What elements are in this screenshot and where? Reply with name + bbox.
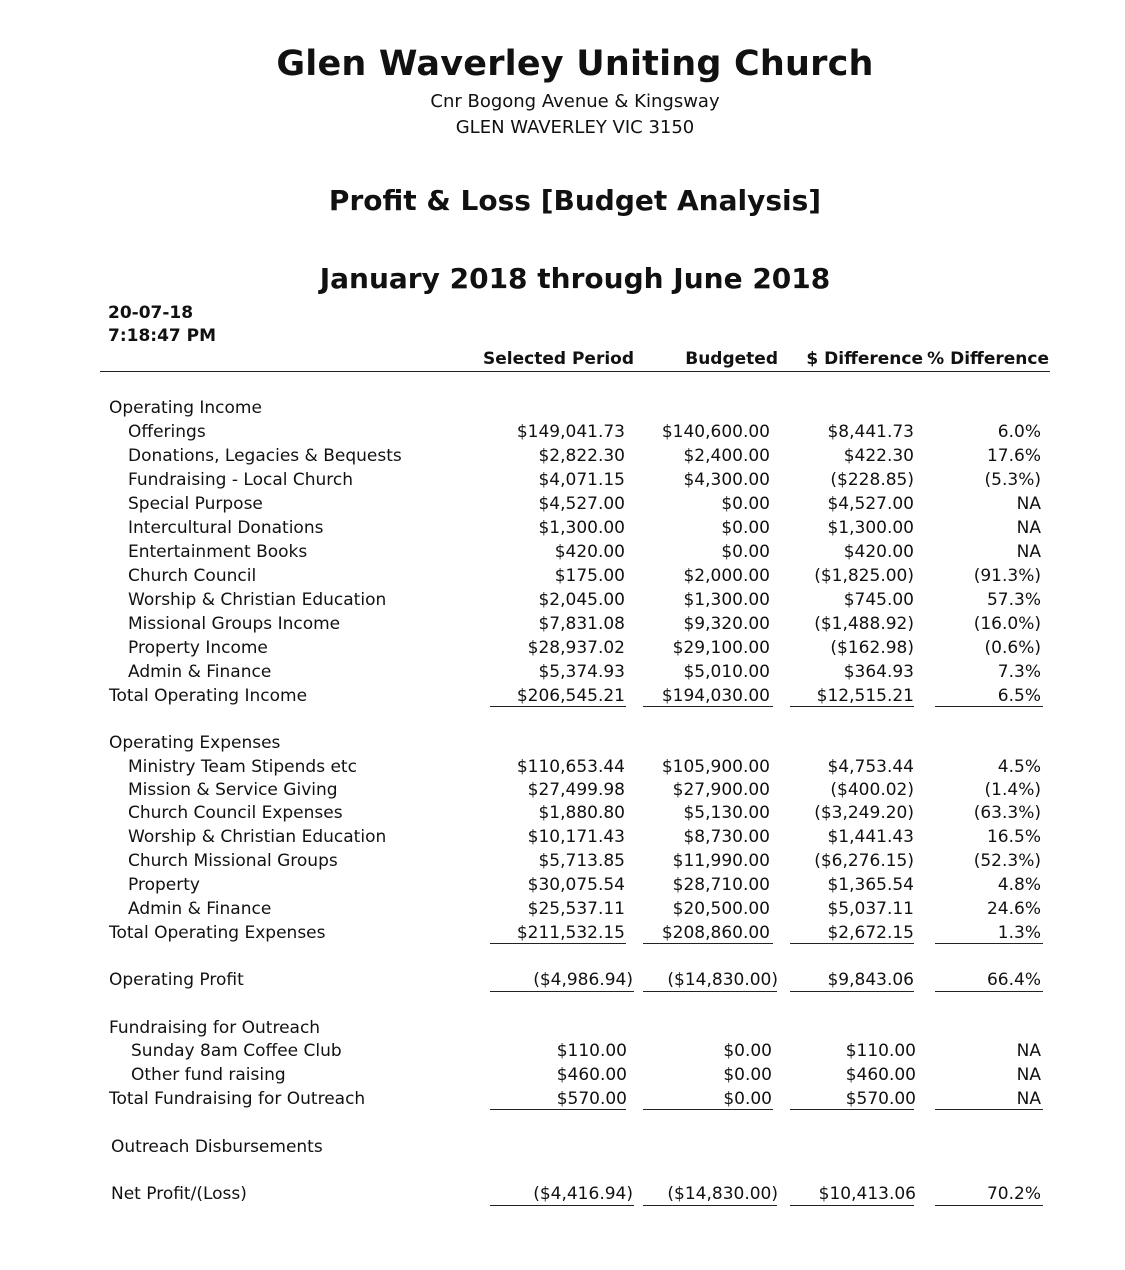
- budgeted-value: $0.00: [721, 518, 770, 538]
- table-row: [0, 875, 1125, 899]
- dollar-difference-value: ($1,488.92): [814, 614, 914, 634]
- address-line-2: GLEN WAVERLEY VIC 3150: [455, 117, 695, 138]
- dollar-difference-value: ($1,825.00): [814, 566, 914, 586]
- dollar-difference-value: ($162.98): [830, 638, 914, 658]
- total-underline: [490, 991, 634, 992]
- budgeted-value: $1,300.00: [683, 590, 770, 610]
- dollar-difference-value: $10,413.06: [818, 1184, 916, 1204]
- row-label: Admin & Finance: [128, 899, 272, 919]
- row-label: Missional Groups Income: [128, 614, 341, 634]
- row-label: Entertainment Books: [128, 542, 308, 562]
- column-header-budgeted: Budgeted: [685, 349, 778, 369]
- total-underline: [935, 943, 1043, 944]
- selected-period-value: $460.00: [556, 1065, 627, 1085]
- row-label: Fundraising - Local Church: [128, 470, 354, 490]
- dollar-difference-value: $745.00: [843, 590, 914, 610]
- section-heading-label: Outreach Disbursements: [111, 1137, 323, 1157]
- table-row: [0, 899, 1125, 923]
- selected-period-value: $27,499.98: [527, 780, 625, 800]
- total-underline: [790, 1205, 914, 1206]
- total-underline: [643, 1109, 773, 1110]
- budgeted-value: $9,320.00: [683, 614, 770, 634]
- table-row: [0, 638, 1125, 662]
- percent-difference-value: NA: [1016, 542, 1041, 562]
- row-label: Admin & Finance: [128, 662, 272, 682]
- row-label: Worship & Christian Education: [128, 827, 387, 847]
- selected-period-value: $420.00: [554, 542, 625, 562]
- percent-difference-value: (16.0%): [973, 614, 1041, 634]
- table-row: [0, 662, 1125, 686]
- total-underline: [490, 1109, 626, 1110]
- table-row: [0, 494, 1125, 518]
- selected-period-value: $5,713.85: [538, 851, 625, 871]
- selected-period-value: $149,041.73: [516, 422, 625, 442]
- row-label: Sunday 8am Coffee Club: [131, 1041, 342, 1061]
- section-heading-operating-expenses: [0, 733, 1125, 757]
- percent-difference-value: 1.3%: [997, 923, 1041, 943]
- total-underline: [935, 706, 1043, 707]
- selected-period-value: $10,171.43: [527, 827, 625, 847]
- percent-difference-value: NA: [1016, 1089, 1041, 1109]
- total-underline: [935, 991, 1043, 992]
- selected-period-value: $110.00: [556, 1041, 627, 1061]
- budgeted-value: $2,400.00: [683, 446, 770, 466]
- print-time: 7:18:47 PM: [108, 326, 217, 346]
- percent-difference-value: 4.8%: [997, 875, 1041, 895]
- percent-difference-value: (0.6%): [984, 638, 1041, 658]
- dollar-difference-value: $8,441.73: [827, 422, 914, 442]
- section-heading-label: Operating Expenses: [109, 733, 281, 753]
- table-row: [0, 470, 1125, 494]
- percent-difference-value: 6.5%: [997, 686, 1041, 706]
- table-row: [0, 1041, 1125, 1065]
- column-header-selected-period: Selected Period: [483, 349, 634, 369]
- table-row: [0, 422, 1125, 446]
- budgeted-value: $20,500.00: [672, 899, 770, 919]
- percent-difference-value: 16.5%: [986, 827, 1041, 847]
- row-label: Church Council Expenses: [128, 803, 343, 823]
- row-label: Operating Profit: [109, 970, 244, 990]
- dollar-difference-value: $4,753.44: [827, 757, 914, 777]
- table-row: [0, 590, 1125, 614]
- selected-period-value: $211,532.15: [516, 923, 625, 943]
- dollar-difference-value: $420.00: [843, 542, 914, 562]
- table-row: [0, 446, 1125, 470]
- budgeted-value: $208,860.00: [661, 923, 770, 943]
- dollar-difference-value: $9,843.06: [827, 970, 914, 990]
- selected-period-value: $570.00: [556, 1089, 627, 1109]
- row-label: Net Profit/(Loss): [111, 1184, 247, 1204]
- selected-period-value: $2,822.30: [538, 446, 625, 466]
- budgeted-value: $28,710.00: [672, 875, 770, 895]
- budgeted-value: $11,990.00: [672, 851, 770, 871]
- total-underline: [643, 1205, 777, 1206]
- section-heading-fundraising-outreach: [0, 1018, 1125, 1042]
- dollar-difference-value: $4,527.00: [827, 494, 914, 514]
- table-row: [0, 614, 1125, 638]
- selected-period-value: $5,374.93: [538, 662, 625, 682]
- table-row: [0, 827, 1125, 851]
- selected-period-value: $4,071.15: [538, 470, 625, 490]
- percent-difference-value: NA: [1016, 1065, 1041, 1085]
- budgeted-value: $29,100.00: [672, 638, 770, 658]
- percent-difference-value: 7.3%: [997, 662, 1041, 682]
- dollar-difference-value: $570.00: [845, 1089, 916, 1109]
- percent-difference-value: 17.6%: [986, 446, 1041, 466]
- dollar-difference-value: ($6,276.15): [814, 851, 914, 871]
- row-label: Total Operating Income: [109, 686, 308, 706]
- table-row: [0, 851, 1125, 875]
- column-header-dollar-difference: $ Difference: [806, 349, 923, 369]
- budgeted-value: $0.00: [723, 1089, 772, 1109]
- selected-period-value: $206,545.21: [516, 686, 625, 706]
- budgeted-value: $0.00: [721, 494, 770, 514]
- percent-difference-value: 4.5%: [997, 757, 1041, 777]
- report-period: January 2018 through June 2018: [319, 262, 831, 295]
- table-row: [0, 1065, 1125, 1089]
- dollar-difference-value: ($400.02): [830, 780, 914, 800]
- row-label: Intercultural Donations: [128, 518, 324, 538]
- selected-period-value: $2,045.00: [538, 590, 625, 610]
- dollar-difference-value: $364.93: [843, 662, 914, 682]
- dollar-difference-value: $12,515.21: [816, 686, 914, 706]
- selected-period-value: $30,075.54: [527, 875, 625, 895]
- section-heading-label: Fundraising for Outreach: [109, 1018, 321, 1038]
- header-rule: [100, 371, 1050, 372]
- dollar-difference-value: $110.00: [845, 1041, 916, 1061]
- total-underline: [490, 943, 626, 944]
- total-underline: [790, 991, 914, 992]
- selected-period-value: $28,937.02: [527, 638, 625, 658]
- budgeted-value: $4,300.00: [683, 470, 770, 490]
- table-row: [0, 803, 1125, 827]
- selected-period-value: $1,880.80: [538, 803, 625, 823]
- row-label: Property: [128, 875, 200, 895]
- row-label: Ministry Team Stipends etc: [128, 757, 357, 777]
- percent-difference-value: 24.6%: [986, 899, 1041, 919]
- total-underline: [790, 706, 914, 707]
- dollar-difference-value: ($3,249.20): [814, 803, 914, 823]
- percent-difference-value: 66.4%: [986, 970, 1041, 990]
- selected-period-value: $175.00: [554, 566, 625, 586]
- percent-difference-value: (91.3%): [973, 566, 1041, 586]
- budgeted-value: $0.00: [723, 1065, 772, 1085]
- total-underline: [490, 1205, 634, 1206]
- budgeted-value: $5,130.00: [683, 803, 770, 823]
- selected-period-value: $25,537.11: [527, 899, 625, 919]
- budgeted-value: $194,030.00: [661, 686, 770, 706]
- percent-difference-value: (63.3%): [973, 803, 1041, 823]
- table-row: [0, 566, 1125, 590]
- budgeted-value: $5,010.00: [683, 662, 770, 682]
- row-label: Offerings: [128, 422, 206, 442]
- row-label: Church Council: [128, 566, 257, 586]
- budgeted-value: $140,600.00: [661, 422, 770, 442]
- table-row: [0, 518, 1125, 542]
- percent-difference-value: (52.3%): [973, 851, 1041, 871]
- row-label: Total Operating Expenses: [109, 923, 326, 943]
- total-underline: [490, 706, 626, 707]
- budgeted-value: $8,730.00: [683, 827, 770, 847]
- total-underline: [643, 706, 773, 707]
- column-header-percent-difference: % Difference: [927, 349, 1049, 369]
- print-date: 20-07-18: [108, 303, 194, 323]
- row-label: Other fund raising: [131, 1065, 286, 1085]
- section-heading-label: Operating Income: [109, 398, 262, 418]
- dollar-difference-value: $5,037.11: [827, 899, 914, 919]
- total-underline: [643, 991, 777, 992]
- percent-difference-value: (1.4%): [984, 780, 1041, 800]
- percent-difference-value: NA: [1016, 518, 1041, 538]
- row-label: Total Fundraising for Outreach: [109, 1089, 366, 1109]
- dollar-difference-value: $1,365.54: [827, 875, 914, 895]
- budgeted-value: ($14,830.00): [667, 970, 778, 990]
- row-label: Donations, Legacies & Bequests: [128, 446, 402, 466]
- row-label: Worship & Christian Education: [128, 590, 387, 610]
- row-label: Church Missional Groups: [128, 851, 338, 871]
- budgeted-value: $105,900.00: [661, 757, 770, 777]
- section-heading-operating-income: [0, 398, 1125, 422]
- table-row: [0, 542, 1125, 566]
- dollar-difference-value: ($228.85): [830, 470, 914, 490]
- budgeted-value: $27,900.00: [672, 780, 770, 800]
- section-heading-outreach-disbursements: [0, 1137, 1125, 1161]
- total-underline: [790, 1109, 914, 1110]
- selected-period-value: ($4,416.94): [533, 1184, 633, 1204]
- dollar-difference-value: $2,672.15: [827, 923, 914, 943]
- row-label: Property Income: [128, 638, 268, 658]
- selected-period-value: $7,831.08: [538, 614, 625, 634]
- percent-difference-value: NA: [1016, 494, 1041, 514]
- dollar-difference-value: $422.30: [843, 446, 914, 466]
- percent-difference-value: (5.3%): [984, 470, 1041, 490]
- report-title: Profit & Loss [Budget Analysis]: [328, 184, 822, 217]
- organization-name: Glen Waverley Uniting Church: [276, 44, 874, 84]
- selected-period-value: $110,653.44: [516, 757, 625, 777]
- budgeted-value: $2,000.00: [683, 566, 770, 586]
- total-underline: [643, 943, 773, 944]
- table-row: [0, 757, 1125, 781]
- address-line-1: Cnr Bogong Avenue & Kingsway: [430, 91, 720, 112]
- dollar-difference-value: $460.00: [845, 1065, 916, 1085]
- total-underline: [790, 943, 914, 944]
- selected-period-value: $1,300.00: [538, 518, 625, 538]
- percent-difference-value: 57.3%: [986, 590, 1041, 610]
- total-underline: [935, 1109, 1043, 1110]
- budgeted-value: ($14,830.00): [667, 1184, 778, 1204]
- dollar-difference-value: $1,441.43: [827, 827, 914, 847]
- selected-period-value: $4,527.00: [538, 494, 625, 514]
- percent-difference-value: 6.0%: [997, 422, 1041, 442]
- table-row: [0, 780, 1125, 804]
- row-label: Mission & Service Giving: [128, 780, 338, 800]
- dollar-difference-value: $1,300.00: [827, 518, 914, 538]
- budgeted-value: $0.00: [723, 1041, 772, 1061]
- percent-difference-value: NA: [1016, 1041, 1041, 1061]
- selected-period-value: ($4,986.94): [533, 970, 633, 990]
- total-underline: [935, 1205, 1043, 1206]
- row-label: Special Purpose: [128, 494, 263, 514]
- budgeted-value: $0.00: [721, 542, 770, 562]
- percent-difference-value: 70.2%: [986, 1184, 1041, 1204]
